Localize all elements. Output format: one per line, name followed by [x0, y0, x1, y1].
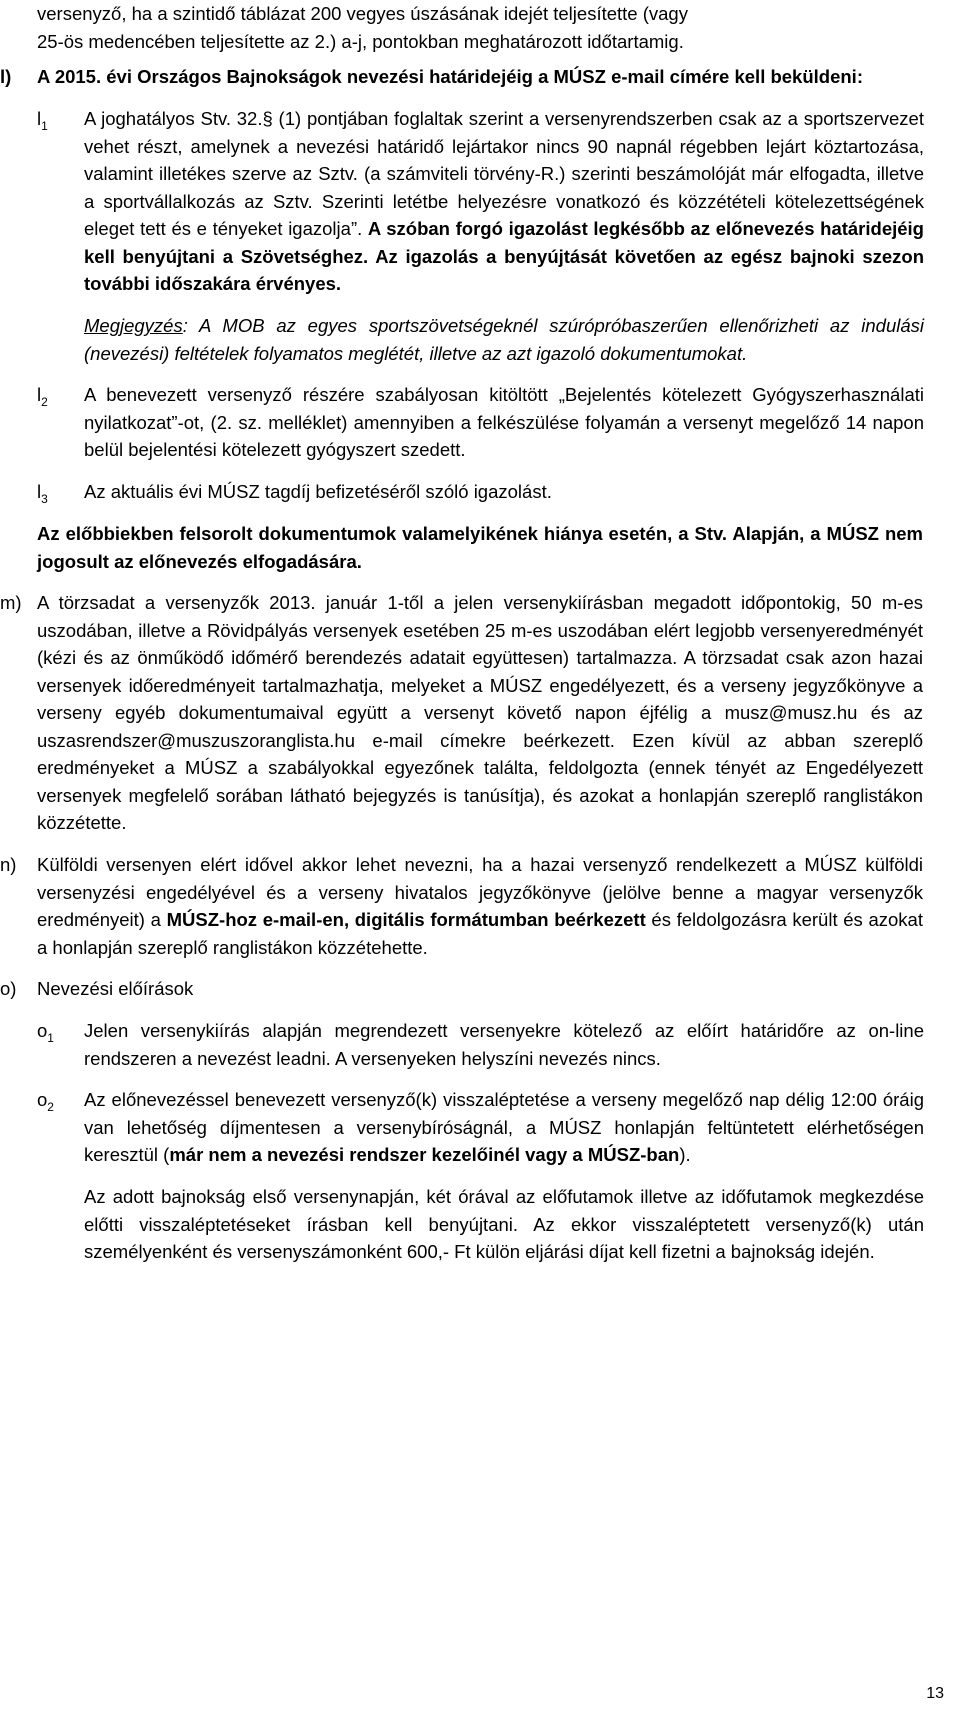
- item-l3-text: Az aktuális évi MÚSZ tagdíj befizetéséről szóló igazolást.: [84, 481, 552, 502]
- intro-line-1: versenyző, ha a szintidő táblázat 200 vegyes úszásának idejét teljesítette (vagy: [37, 3, 688, 24]
- section-m-letter: m): [0, 592, 22, 613]
- section-l-heading: A 2015. évi Országos Bajnokságok nevezési határidejéig a MÚSZ e-mail címére kell beküldeni:: [37, 66, 863, 87]
- item-l1-bold: A szóban forgó igazolást legkésőbb az előnevezés határidejéig kell benyújtani a Szövetséghez. Az igazolás a benyújtását követően az egész bajnoki szezon további időszakára érvényes.: [84, 218, 924, 294]
- item-o2-label: $o_2$: [37, 1089, 54, 1114]
- item-l1-text: [84, 105, 924, 298]
- section-n-letter: n): [0, 854, 17, 875]
- note-label: Megjegyzés: [84, 315, 183, 336]
- section-n-text: Külföldi versenyen elért idővel akkor lehet nevezni, ha a hazai versenyző rendelkezett a MÚSZ külföldi versenyzési engedélyével és a verseny hivatalos jegyzőkönyve (jelölve benne a magyar versenyzők eredményeit) a MÚSZ-hoz e-mail-en, digitális formátumban beérkezett és feldolgozásra került és azokat a honlapján szereplő ranglistákon közzétehette.: [37, 854, 923, 958]
- section-o-letter: o): [0, 978, 17, 999]
- section-m-text: A törzsadat a versenyzők 2013. január 1-től a jelen versenykiírásban megadott időpontokig, 50 m-es uszodában, illetve a Rövidpályás versenyek esetében 25 m-es uszodában elért legjobb versenyeredményét (kézi és az önműködő időmérő berendezés adatait együttesen) tartalmazza. A törzsadat csak azon hazai versenyek időeredményeit tartalmazhatja, melyeket a MÚSZ engedélyezett, és a verseny jegyzőkönyve a verseny egyéb dokumentumaival együtt a versenyt követő napon éjfélig a musz@musz.hu és az uszasrendszer@muszuszoranglista.hu e-mail címekre beérkezett. Ezen kívül az abban szereplő eredményeket a MÚSZ a szabályokkal egyezőnek találta, feldolgozta (ennek tényét az Engedélyezett versenyek megfelelő sorában látható bejegyzés is tanúsítja), és azokat a honlapján szereplő ranglistákon közzétette.: [37, 592, 923, 833]
- item-l1-plain: A joghatályos Stv. 32.§ (1) pontjában foglaltak szerint a versenyrendszerben csak az a sportszervezet vehet részt, amelynek a nevezési határidő lejártakor nincs 90 napnál régebben lejárt köztartozása, valamint illetékes szerve az Sztv. (a számviteli törvény-R.) szerinti beszámolóját már elfogadta, illetve a sportvállalkozás az Sztv. Szerinti letétbe helyezésre vonatkozó és közzétételi kötelezettségének eleget tett és e tényeket igazolja”.: [84, 108, 924, 239]
- section-l-letter: l): [0, 66, 12, 87]
- item-l3-label: $l_3$: [37, 481, 48, 506]
- page-number: 13: [926, 1685, 944, 1702]
- item-l2-text: A benevezett versenyző részére szabályosan kitöltött „Bejelentés kötelezett Gyógyszerhasználati nyilatkozat”-ot, (2. sz. melléklet) amennyiben a felkészülése folyamán a versenyt megelőző 14 napon belül bejelentési kötelezett gyógyszert szedett.: [84, 384, 924, 460]
- item-o2-text: Az előnevezéssel benevezett versenyző(k) visszaléptetése a verseny megelőző nap délig 12:00 óráig van lehetőség díjmentesen a versenybíróságnál, a MÚSZ honlapján feltüntetett elérhetőségen keresztül (már nem a nevezési rendszer kezelőinél vagy a MÚSZ-ban).: [84, 1089, 924, 1165]
- note-paragraph: Megjegyzés: A MOB az egyes sportszövetségeknél szúrópróbaszerűen ellenőrizheti az indulási (nevezési) feltételek folyamatos meglétét, illetve az azt igazoló dokumentumokat.: [84, 315, 924, 364]
- item-l1-label: $l_1$: [37, 108, 48, 133]
- item-o1-text: Jelen versenykiírás alapján megrendezett versenyekre kötelező az előírt határidőre az on-line rendszeren a nevezést leadni. A versenyeken helyszíni nevezés nincs.: [84, 1020, 924, 1069]
- intro-line-2: 25-ös medencében teljesítette az 2.) a-j, pontokban meghatározott időtartamig.: [37, 30, 684, 52]
- intro-paragraph: [37, 0, 923, 55]
- l-warning: Az előbbiekben felsorolt dokumentumok valamelyikének hiánya esetén, a Stv. Alapján, a MÚSZ nem jogosult az előnevezés elfogadására.: [37, 523, 923, 572]
- note-text: A MOB az egyes sportszövetségeknél szúrópróbaszerűen ellenőrizheti az indulási (nevezési) feltételek folyamatos meglétét, illetve az azt igazoló dokumentumokat.: [84, 315, 924, 364]
- item-o1-label: $o_1$: [37, 1020, 54, 1045]
- item-l2-label: $l_2$: [37, 384, 48, 409]
- item-o2-paragraph-2: Az adott bajnokság első versenynapján, két órával az előfutamok illetve az időfutamok megkezdése előtti visszaléptetéseket írásban kell benyújtani. Az ekkor visszaléptetett versenyző(k) után személyenként és versenyszámonként 600,- Ft külön eljárási díjat kell fizetni a bajnokság idején.: [84, 1186, 924, 1262]
- section-o-heading: Nevezési előírások: [37, 978, 194, 999]
